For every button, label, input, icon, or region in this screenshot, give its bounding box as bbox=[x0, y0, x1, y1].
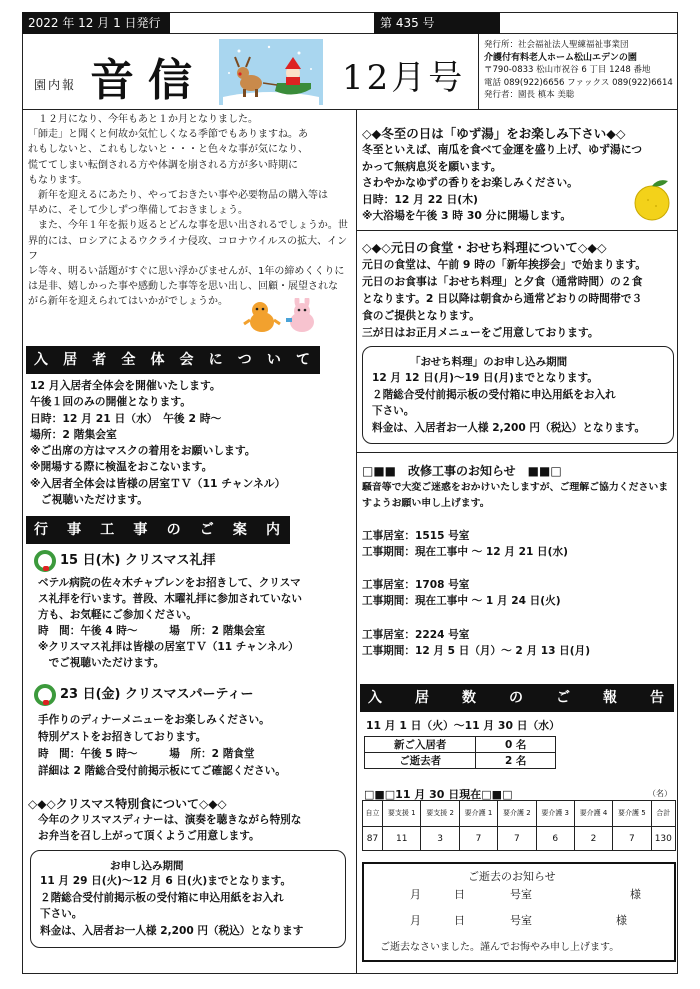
top-bar bbox=[22, 12, 678, 34]
section-heading-meeting bbox=[26, 346, 320, 374]
table-cell: 7 bbox=[498, 827, 536, 851]
table-cell: 7 bbox=[613, 827, 651, 851]
newyear-text bbox=[362, 256, 674, 341]
table-header-cell: 要介護 5 bbox=[613, 801, 651, 827]
obituary-title: ご逝去のお知らせ bbox=[468, 870, 556, 883]
heading-char: 内 bbox=[265, 522, 280, 538]
table-header-cell: 要支援 1 bbox=[383, 801, 421, 827]
publisher-editor: 発行者：園長 槙本 美聡 bbox=[484, 90, 575, 100]
osechi-apply-title: 「おせち料理」のお申し込み期間 bbox=[410, 356, 568, 368]
section-heading-events bbox=[26, 516, 290, 544]
heading-char: の bbox=[166, 522, 181, 538]
construction-line: すようお願い申し上げます。 bbox=[362, 498, 490, 509]
yuzu-title: ◇◆冬至の日は「ゆず湯」をお楽しみ下さい◆◇ bbox=[362, 126, 626, 141]
table-cell: 0 名 bbox=[476, 737, 556, 753]
intro-line: また、今年１年を振り返るとどんな事を思い出されるでしょうか。世 bbox=[28, 220, 348, 232]
work-room: 工事居室：1515 号室 bbox=[362, 530, 470, 542]
heading-char: 行 bbox=[34, 522, 48, 538]
month-label: 月 bbox=[410, 888, 421, 901]
heading-char: 告 bbox=[650, 690, 664, 706]
newsletter-title: 音信 bbox=[90, 55, 206, 106]
masthead bbox=[22, 34, 678, 110]
obituary-closing: ご逝去なさいました。謹んでお悔やみ申し上げます。 bbox=[380, 942, 620, 953]
newsletter-month: 12月号 bbox=[342, 58, 466, 98]
work-period: 工事期間：現在工事中 ～ 1 月 24 日(火) bbox=[362, 595, 561, 607]
publisher-facility: 介護付有料老人ホーム松山エデンの園 bbox=[484, 52, 637, 63]
apply-text bbox=[40, 873, 344, 939]
special-line: 今年のクリスマスディナーは、演奏を聴きながら特別な bbox=[38, 814, 302, 826]
issue-date: 2022 年 12 月 1 日発行 bbox=[22, 12, 170, 34]
table-cell: 6 bbox=[536, 827, 574, 851]
event-title-text: 15 日(木) クリスマス礼拝 bbox=[60, 553, 216, 568]
meeting-text bbox=[30, 378, 356, 508]
section-divider bbox=[357, 230, 678, 231]
table-header-cell: 要介護 1 bbox=[459, 801, 497, 827]
honorific-label: 様 bbox=[616, 914, 627, 927]
publisher-line: 発行所：社会福祉法人聖練福祉事業団 bbox=[484, 40, 629, 50]
heading-char: 工 bbox=[100, 522, 115, 538]
event-line: でご視聴いただけます。 bbox=[38, 657, 165, 669]
intro-line: がら新年を迎えられてはいかがでしょうか。 bbox=[28, 296, 228, 308]
table-row bbox=[363, 827, 676, 851]
publisher-phone: 電話 089(922)6656 ファックス 089(922)6614 bbox=[484, 77, 673, 88]
heading-char: ご bbox=[199, 522, 214, 538]
month-label: 月 bbox=[410, 914, 421, 927]
heading-char: つ bbox=[237, 352, 252, 368]
heading-char: 数 bbox=[462, 690, 476, 706]
apply-line: ２階総合受付前掲示板の受付箱に申込用紙をお入れ bbox=[40, 891, 284, 904]
intro-line: レ等々、明るい話題がすぐに思い浮かびませんが、1年の締めくくりに bbox=[28, 266, 345, 278]
intro-line: １２月になり、今年もあと１か月となりました。 bbox=[28, 114, 258, 125]
table-header-cell: 要介護 2 bbox=[498, 801, 536, 827]
meeting-line: ※開場する際に検温をおこないます。 bbox=[30, 460, 213, 474]
section-divider bbox=[357, 452, 678, 453]
table-cell: 2 bbox=[574, 827, 612, 851]
resident-summary-table bbox=[364, 736, 556, 769]
animal-illustration bbox=[240, 298, 330, 336]
apply-line: 料金は、入居者お一人様 2,200 円（税込）となります bbox=[40, 924, 304, 937]
heading-char: 案 bbox=[232, 522, 247, 538]
newyear-title: ◇◆◇元日の食堂・おせち料理について◇◆◇ bbox=[362, 240, 607, 255]
table-header-row bbox=[363, 801, 676, 827]
intro-line: 「師走」と聞くと何故か気忙しくなる季節でもありますね。あ bbox=[28, 129, 308, 141]
table-cell: 7 bbox=[459, 827, 497, 851]
resident-unit: （名） bbox=[648, 789, 672, 798]
osechi-apply-text bbox=[372, 370, 672, 436]
room-label: 号室 bbox=[510, 888, 532, 901]
event-title-text: 23 日(金) クリスマスパーティー bbox=[60, 687, 254, 702]
construction-line: 騒音等で大変ご迷惑をおかけいたしますが、ご理解ご協力くださいま bbox=[362, 482, 669, 493]
yuzu-line: ※大浴場を午後 3 時 30 分に開場します。 bbox=[362, 209, 572, 222]
table-row bbox=[365, 753, 556, 769]
heading-char: の bbox=[509, 690, 523, 706]
heading-char: 事 bbox=[133, 522, 148, 538]
table-header-cell: 要介護 3 bbox=[536, 801, 574, 827]
heading-char: 居 bbox=[415, 690, 429, 706]
table-cell: 130 bbox=[651, 827, 675, 851]
work-period: 工事期間：12 月 5 日（月）～ 2 月 13 日(月) bbox=[362, 645, 591, 657]
osechi-line: 下さい。 bbox=[372, 405, 415, 417]
event-line: 時 間：午後 5 時～ 場 所：2 階食堂 bbox=[38, 748, 255, 760]
heading-char: 入 bbox=[34, 352, 48, 368]
heading-char: 居 bbox=[63, 352, 78, 368]
day-label: 日 bbox=[454, 888, 465, 901]
resident-count-table bbox=[362, 800, 676, 851]
room-label: 号室 bbox=[510, 914, 532, 927]
event-christmas-service-text bbox=[38, 575, 356, 671]
special-meal-text bbox=[38, 812, 356, 844]
intro-line: は是非、嬉しかった事や感動した事等を思い出し、回顧・展望されな bbox=[28, 281, 338, 293]
osechi-line: ２階総合受付前掲示板の受付箱に申込用紙をお入れ bbox=[372, 388, 616, 401]
heading-char: 者 bbox=[92, 352, 107, 368]
intro-line: 慌ててしまい転倒される方や体調を崩される方が多い時期に bbox=[28, 159, 298, 171]
meeting-line: 場所：2 階集会室 bbox=[30, 427, 117, 441]
newyear-line: 元日のお食事は「おせち料理」と夕食（通常時間）の２食 bbox=[362, 275, 643, 288]
meeting-line: 日時：12 月 21 日（水） 午後 2 時～ bbox=[30, 411, 222, 425]
work-period: 工事期間：現在工事中 ～ 12 月 21 日(水) bbox=[362, 546, 568, 558]
christmas-illustration bbox=[219, 39, 323, 105]
heading-char: ご bbox=[556, 690, 570, 706]
meeting-line: 午後１回のみの開催となります。 bbox=[30, 395, 192, 409]
publisher-address: 〒790-0833 松山市祝谷 6 丁目 1248 番地 bbox=[484, 65, 651, 75]
event-line: 方も、お気軽にご参加ください。 bbox=[38, 609, 197, 621]
apply-line: 下さい。 bbox=[40, 908, 83, 920]
table-header-cell: 自立 bbox=[363, 801, 383, 827]
column-divider bbox=[356, 110, 357, 974]
table-cell: 87 bbox=[363, 827, 383, 851]
meeting-line: 12 月入居者全体会を開催いたします。 bbox=[30, 379, 221, 392]
event-christmas-party-text bbox=[38, 712, 356, 780]
section-heading-residents bbox=[360, 684, 674, 712]
yuzu-line: 日時：12 月 22 日(木) bbox=[362, 192, 478, 206]
newyear-line: 三が日はお正月メニューをご用意しております。 bbox=[362, 326, 599, 339]
construction-work-3 bbox=[362, 627, 674, 659]
table-cell: 新ご入居者 bbox=[365, 737, 476, 753]
publisher-info bbox=[484, 39, 673, 102]
meeting-line: ※ご出席の方はマスクの着用をお願いします。 bbox=[30, 444, 256, 458]
heading-char: 全 bbox=[121, 352, 136, 368]
heading-char: 事 bbox=[67, 522, 82, 538]
newyear-line: 食のご提供となります。 bbox=[362, 309, 480, 322]
event-line: ※クリスマス礼拝は皆様の居室ＴＶ（11 チャンネル） bbox=[38, 641, 299, 653]
event-christmas-service-title bbox=[34, 549, 216, 572]
meeting-line: ※入居者全体会は皆様の居室ＴＶ（11 チャンネル） bbox=[30, 476, 286, 490]
table-cell: 3 bbox=[421, 827, 459, 851]
yuzu-fruit-icon bbox=[628, 178, 676, 222]
yuzu-line: かって無病息災を願います。 bbox=[362, 159, 502, 173]
intro-line: 新年を迎えるにあたり、やっておきたい事や必要物品の購入等は bbox=[28, 190, 328, 202]
construction-intro bbox=[362, 480, 676, 512]
intro-line: もなります。 bbox=[28, 174, 88, 186]
special-line: お弁当を召し上がって頂くようご用意します。 bbox=[38, 830, 260, 842]
osechi-line: 料金は、入居者お一人様 2,200 円（税込）となります。 bbox=[372, 421, 646, 434]
event-line: 詳細は 2 階総合受付前掲示板にてご確認ください。 bbox=[38, 765, 286, 777]
heading-char: て bbox=[295, 352, 310, 368]
table-header-cell: 要介護 4 bbox=[574, 801, 612, 827]
heading-char: 入 bbox=[368, 690, 382, 706]
event-christmas-party-title bbox=[34, 683, 253, 706]
heading-char: 報 bbox=[603, 690, 617, 706]
resident-asof: □■□11 月 30 日現在□■□ bbox=[364, 788, 513, 801]
intro-text bbox=[28, 112, 354, 310]
apply-line: 11 月 29 日(火)～12 月 6 日(火)までとなります。 bbox=[40, 875, 292, 887]
table-header-cell: 要支援 2 bbox=[421, 801, 459, 827]
special-meal-title: ◇◆◇クリスマス特別食について◇◆◇ bbox=[28, 797, 227, 811]
wreath-icon bbox=[34, 684, 56, 706]
heading-char: 会 bbox=[179, 352, 194, 368]
issue-number: 第 435 号 bbox=[374, 12, 500, 34]
intro-line: れもしないと、これもしないと・・・と色々な事が気になり、 bbox=[28, 144, 308, 156]
event-line: 特別ゲストをお招きしております。 bbox=[38, 731, 207, 743]
honorific-label: 様 bbox=[630, 888, 641, 901]
event-line: ベテル病院の佐々木チャプレンをお招きして、クリスマ bbox=[38, 577, 301, 589]
event-line: ス礼拝を行います。普段、木曜礼拝に参加されていない bbox=[38, 593, 302, 605]
resident-period: 11 月 1 日（火）～11 月 30 日（水） bbox=[366, 719, 560, 732]
heading-char: 体 bbox=[150, 352, 165, 368]
intro-line: 界的には、ロシアによるウクライナ侵攻、コロナウイルスの拡大、インフ bbox=[28, 235, 348, 262]
event-line: 時 間：午後 4 時～ 場 所：2 階集会室 bbox=[38, 625, 266, 637]
yuzu-line: さわやかなゆずの香りをお楽しみください。 bbox=[362, 176, 578, 189]
heading-char: い bbox=[266, 352, 281, 368]
table-cell: ご逝去者 bbox=[365, 753, 476, 769]
construction-title: □■■ 改修工事のお知らせ ■■□ bbox=[362, 464, 562, 478]
header-divider bbox=[478, 34, 479, 110]
construction-work-2 bbox=[362, 577, 674, 609]
work-room: 工事居室：1708 号室 bbox=[362, 579, 470, 591]
table-row bbox=[365, 737, 556, 753]
yuzu-line: 冬至といえば、南瓜を食べて金運を盛り上げ、ゆず湯につ bbox=[362, 143, 643, 156]
table-cell: 2 名 bbox=[476, 753, 556, 769]
work-room: 工事居室：2224 号室 bbox=[362, 629, 470, 641]
heading-char: に bbox=[208, 352, 223, 368]
meeting-line: ご視聴いただけます。 bbox=[30, 493, 148, 507]
intro-line: 早めに、そして少しずつ準備しておきましょう。 bbox=[28, 205, 248, 217]
osechi-line: 12 月 12 日(月)～19 日(月)までとなります。 bbox=[372, 372, 598, 384]
apply-title: お申し込み期間 bbox=[110, 860, 184, 872]
day-label: 日 bbox=[454, 914, 465, 927]
table-cell: 11 bbox=[383, 827, 421, 851]
newyear-line: 元日の食堂は、午前 9 時の「新年挨拶会」で始まります。 bbox=[362, 258, 647, 271]
construction-work-1 bbox=[362, 528, 674, 560]
newyear-line: となります。2 日以降は朝食から通常どおりの時間帯で３ bbox=[362, 292, 643, 305]
wreath-icon bbox=[34, 550, 56, 572]
table-header-cell: 合計 bbox=[651, 801, 675, 827]
newsletter-label: 園内報 bbox=[34, 78, 77, 92]
event-line: 手作りのディナーメニューをお楽しみください。 bbox=[38, 714, 270, 726]
